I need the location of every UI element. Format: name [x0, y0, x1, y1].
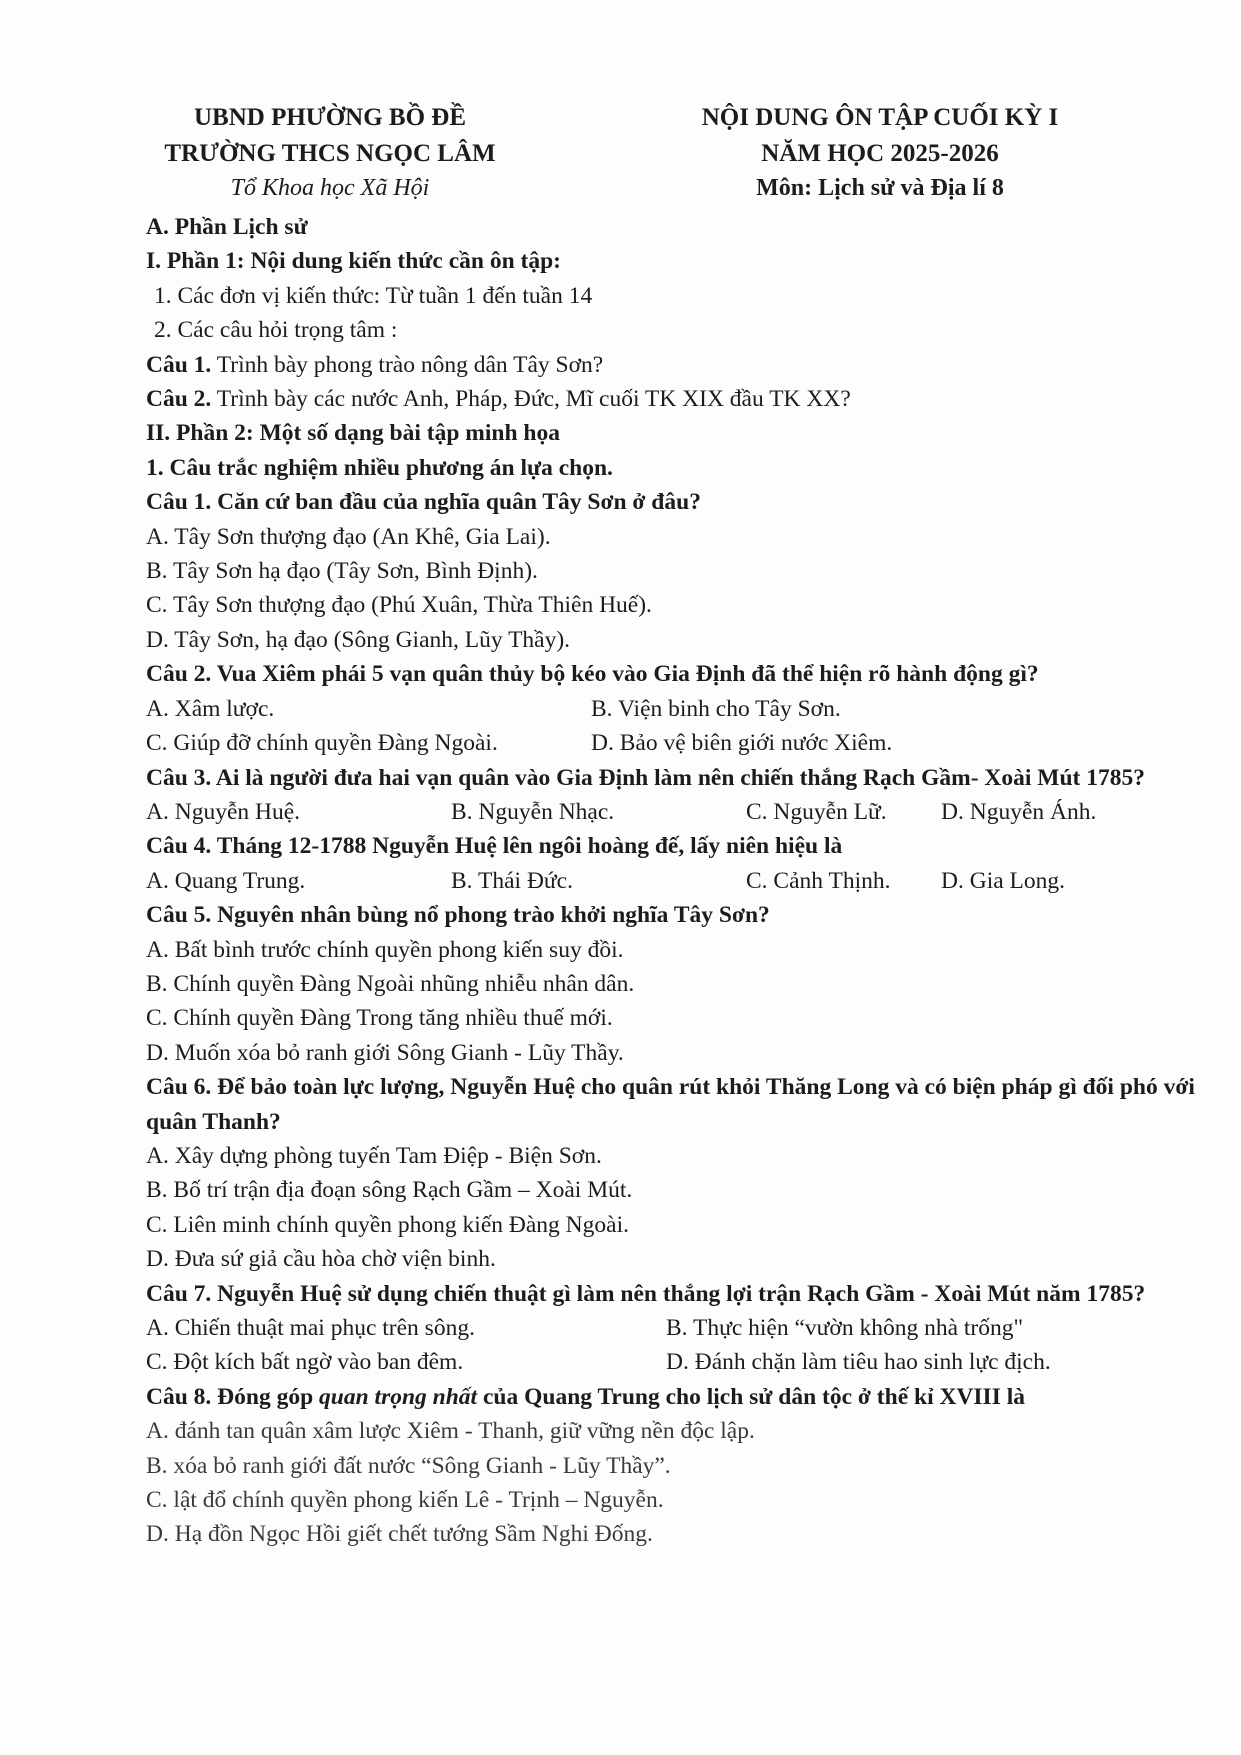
- q5-option-d: D. Muốn xóa bỏ ranh giới Sông Gianh - Lũy Thầy.: [146, 1039, 624, 1066]
- focus-question-2: Câu 2. Trình bày các nước Anh, Pháp, Đức, Mĩ cuối TK XIX đầu TK XX?: [146, 386, 851, 413]
- q2-option-c: C. Giúp đỡ chính quyền Đàng Ngoài.: [146, 730, 498, 757]
- q4-option-a: A. Quang Trung.: [146, 867, 306, 894]
- q5-option-a: A. Bất bình trước chính quyền phong kiến suy đồi.: [146, 936, 624, 963]
- q7-option-b: B. Thực hiện “vườn không nhà trống": [666, 1315, 1024, 1341]
- q1-option-a: A. Tây Sơn thượng đạo (An Khê, Gia Lai).: [146, 523, 551, 550]
- part-a-heading: A. Phần Lịch sử: [146, 214, 308, 240]
- q2-options-row-2: [146, 726, 1196, 760]
- q4-options-row: [146, 864, 1196, 898]
- question-3: Câu 3. Ai là người đưa hai vạn quân vào Gia Định làm nên chiến thắng Rạch Gầm- Xoài Mút 1785?: [146, 764, 1146, 791]
- q6-option-a: A. Xây dựng phòng tuyến Tam Điệp - Biện Sơn.: [146, 1142, 602, 1169]
- q7-options-row-1: [146, 1311, 1196, 1345]
- q2-option-b: B. Viện binh cho Tây Sơn.: [591, 695, 841, 722]
- q2-options-row-1: [146, 692, 1196, 726]
- q8-option-c: C. lật đổ chính quyền phong kiến Lê - Trịnh – Nguyễn.: [146, 1487, 664, 1514]
- part2-heading: II. Phần 2: Một số dạng bài tập minh họa: [146, 420, 560, 447]
- question-2: Câu 2. Vua Xiêm phái 5 vạn quân thủy bộ kéo vào Gia Định đã thể hiện rõ hành động gì?: [146, 661, 1039, 688]
- q8-option-d: D. Hạ đồn Ngọc Hồi giết chết tướng Sầm Nghi Đống.: [146, 1521, 653, 1548]
- question-7: Câu 7. Nguyễn Huệ sử dụng chiến thuật gì làm nên thắng lợi trận Rạch Gầm - Xoài Mút năm 1785?: [146, 1280, 1146, 1307]
- school-year: NĂM HỌC 2025-2026: [761, 140, 999, 167]
- q7-options-row-2: [146, 1345, 1196, 1379]
- subject-name: Môn: Lịch sử và Địa lí 8: [756, 175, 1004, 201]
- document-title: NỘI DUNG ÔN TẬP CUỐI KỲ I: [701, 104, 1059, 131]
- emphasis-text: quan trọng nhất: [319, 1383, 478, 1410]
- question-6: Câu 6. Để bảo toàn lực lượng, Nguyễn Huệ cho quân rút khỏi Thăng Long và có biện pháp gì đối phó với quân Thanh?: [146, 1074, 1195, 1135]
- question-5: Câu 5. Nguyên nhân bùng nổ phong trào khởi nghĩa Tây Sơn?: [146, 902, 770, 929]
- department-name: Tổ Khoa học Xã Hội: [230, 175, 430, 201]
- part1-item-1: 1. Các đơn vị kiến thức: Từ tuần 1 đến tuần 14: [154, 282, 593, 309]
- q3-option-c: C. Nguyễn Lữ.: [746, 798, 887, 825]
- question-4: Câu 4. Tháng 12-1788 Nguyễn Huệ lên ngôi hoàng đế, lấy niên hiệu là: [146, 833, 843, 860]
- q6-option-b: B. Bố trí trận địa đoạn sông Rạch Gầm – Xoài Mút.: [146, 1177, 633, 1204]
- part2-subheading: 1. Câu trắc nghiệm nhiều phương án lựa chọn.: [146, 454, 613, 481]
- q6-option-d: D. Đưa sứ giả cầu hòa chờ viện binh.: [146, 1246, 496, 1273]
- q8-option-b: B. xóa bỏ ranh giới đất nước “Sông Gianh - Lũy Thầy”.: [146, 1452, 671, 1479]
- question-1: Câu 1. Căn cứ ban đầu của nghĩa quân Tây Sơn ở đâu?: [146, 489, 701, 516]
- focus-question-1: Câu 1. Trình bày phong trào nông dân Tây Sơn?: [146, 351, 604, 378]
- q3-options-row: [146, 795, 1196, 829]
- q4-option-c: C. Cảnh Thịnh.: [746, 867, 891, 894]
- q5-option-b: B. Chính quyền Đàng Ngoài nhũng nhiễu nhân dân.: [146, 970, 635, 997]
- q3-option-d: D. Nguyễn Ánh.: [941, 798, 1097, 825]
- q2-option-a: A. Xâm lược.: [146, 695, 275, 722]
- ward-name: UBND PHƯỜNG BỒ ĐỀ: [194, 104, 466, 131]
- q6-option-c: C. Liên minh chính quyền phong kiến Đàng Ngoài.: [146, 1211, 629, 1238]
- header-right: [640, 100, 1120, 204]
- part1-item-2: 2. Các câu hỏi trọng tâm :: [154, 317, 398, 344]
- q4-option-d: D. Gia Long.: [941, 867, 1066, 894]
- q7-option-d: D. Đánh chặn làm tiêu hao sinh lực địch.: [666, 1349, 1051, 1376]
- header-left: [120, 100, 540, 204]
- q1-option-b: B. Tây Sơn hạ đạo (Tây Sơn, Bình Định).: [146, 558, 538, 585]
- q3-option-b: B. Nguyễn Nhạc.: [451, 798, 615, 825]
- q1-option-c: C. Tây Sơn thượng đạo (Phú Xuân, Thừa Thiên Huế).: [146, 592, 652, 619]
- school-name: TRƯỜNG THCS NGỌC LÂM: [164, 140, 496, 167]
- q7-option-a: A. Chiến thuật mai phục trên sông.: [146, 1315, 475, 1341]
- q8-option-a: A. đánh tan quân xâm lược Xiêm - Thanh, giữ vững nền độc lập.: [146, 1418, 755, 1445]
- q1-option-d: D. Tây Sơn, hạ đạo (Sông Gianh, Lũy Thầy).: [146, 626, 571, 653]
- q2-option-d: D. Bảo vệ biên giới nước Xiêm.: [591, 730, 893, 757]
- question-8: Câu 8. Đóng góp quan trọng nhất của Quang Trung cho lịch sử dân tộc ở thế kỉ XVIII là: [146, 1383, 1026, 1410]
- q3-option-a: A. Nguyễn Huệ.: [146, 798, 301, 825]
- part1-heading: I. Phần 1: Nội dung kiến thức cần ôn tập:: [146, 248, 561, 275]
- document-body: [146, 210, 1196, 1552]
- q5-option-c: C. Chính quyền Đàng Trong tăng nhiều thuế mới.: [146, 1005, 613, 1032]
- q4-option-b: B. Thái Đức.: [451, 867, 573, 894]
- q7-option-c: C. Đột kích bất ngờ vào ban đêm.: [146, 1349, 464, 1376]
